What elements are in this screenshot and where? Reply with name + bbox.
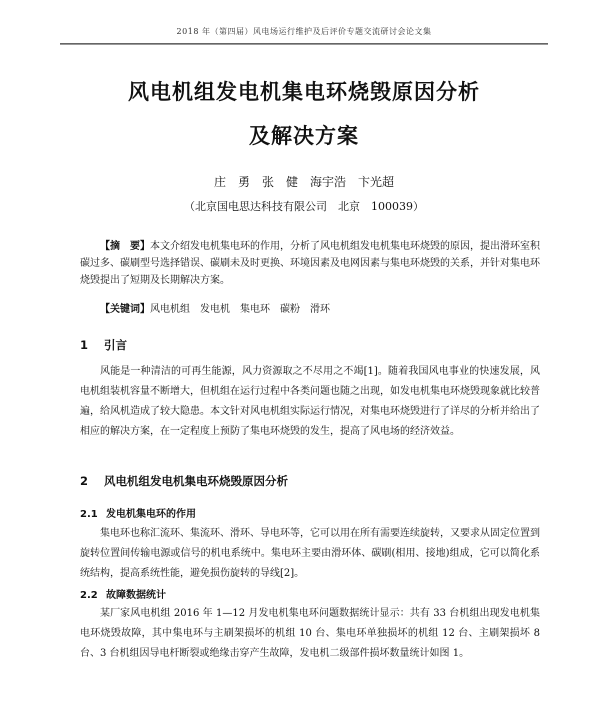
section-2-2-title: 故障数据统计 <box>106 590 166 601</box>
header-rule <box>60 44 548 45</box>
affiliation: （北京国电思达科技有限公司 北京 100039） <box>184 200 424 213</box>
section-2-number: 2 <box>80 474 89 488</box>
abstract-text: 本文介绍发电机集电环的作用，分析了风电机组发电机集电环烧毁的原因，提出滑环室积碳过多、碳刷型号选择错误、碳刷未及时更换、环境因素及电网因素与集电环烧毁的关系，并针对集电环烧毁提出了短期及长期解决方案。 <box>80 241 540 286</box>
section-1-number: 1 <box>80 338 89 352</box>
section-1-heading <box>80 337 127 353</box>
section-2-2-heading <box>80 586 166 601</box>
abstract-label: 【摘 要】 <box>100 241 150 252</box>
section-2-1-number: 2.1 <box>80 509 98 520</box>
keywords-label: 【关键词】 <box>100 304 150 315</box>
section-2-title: 风电机组发电机集电环烧毁原因分析 <box>104 474 288 488</box>
paper-title-line1: 风电机组发电机集电环烧毁原因分析 <box>128 80 480 104</box>
section-2-heading <box>80 473 288 489</box>
section-2-2-number: 2.2 <box>80 590 98 601</box>
section-1-title: 引言 <box>104 338 127 352</box>
paper-title-line2: 及解决方案 <box>249 124 359 148</box>
keywords-text: 风电机组 发电机 集电环 碳粉 滑环 <box>150 304 330 315</box>
section-2-1-title: 发电机集电环的作用 <box>106 509 196 520</box>
authors: 庄 勇 张 健 海宇浩 卞光超 <box>213 175 394 189</box>
running-header: 2018 年（第四届）风电场运行维护及后评价专题交流研讨会论文集 <box>60 26 548 44</box>
section-2-2-paragraph: 某厂家风电机组 2016 年 1—12 月发电机集电环问题数据统计显示：共有 33 台机组出现发电机集电环烧毁故障，其中集电环与主刷架损坏的机组 10 台、集电环单独损坏的机组 12 台、主刷架损坏 8 台、3 台机组因导电杆断裂或绝缘击穿产生故障，发电机二级部件损坏数量统计如图 1。 <box>80 608 540 659</box>
section-2-1-paragraph: 集电环也称汇流环、集流环、滑环、导电环等，它可以用在所有需要连续旋转，又要求从固定位置到旋转位置间传输电源或信号的机电系统中。集电环主要由滑环体、碳刷(相用、接地)组成，它可以简化系统结构，提高系统性能，避免损伤旋转的导线[2]。 <box>80 528 540 579</box>
section-1-paragraph: 风能是一种清洁的可再生能源，风力资源取之不尽用之不竭[1]。随着我国风电事业的快速发展，风电机组装机容量不断增大，但机组在运行过程中各类问题也随之出现，如发电机集电环烧毁现象就比较普遍，给风机造成了较大隐患。本文针对风电机组实际运行情况，对集电环烧毁进行了详尽的分析并给出了相应的解决方案，在一定程度上预防了集电环烧毁的发生，提高了风电场的经济效益。 <box>80 366 540 437</box>
keywords <box>80 300 540 315</box>
section-2-1-heading <box>80 505 196 520</box>
abstract <box>80 238 540 289</box>
